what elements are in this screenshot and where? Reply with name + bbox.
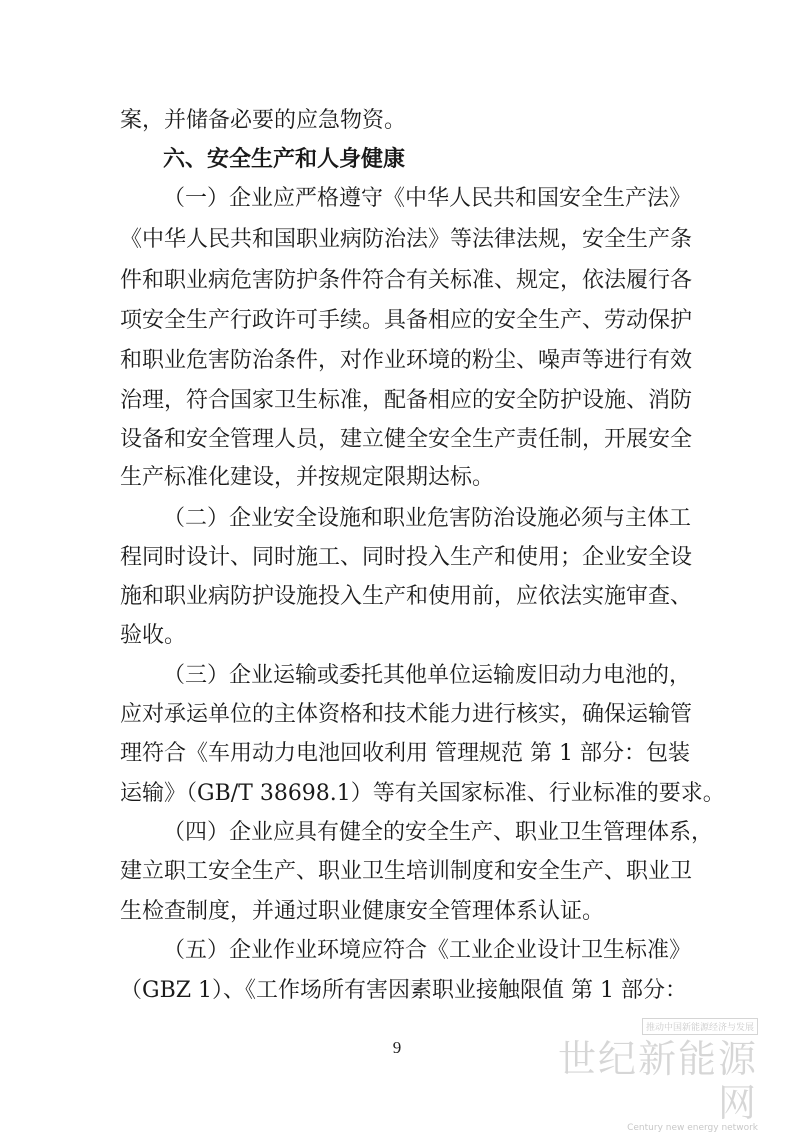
paragraph-line: （四）企业应具有健全的安全生产、职业卫生管理体系， <box>163 820 714 845</box>
watermark-tagline: 推动中国新能源经济与发展 <box>642 1018 758 1035</box>
paragraph-line: 设备和安全管理人员，建立健全安全生产责任制，开展安全 <box>120 427 693 452</box>
paragraph-line: 建立职工安全生产、职业卫生培训制度和安全生产、职业卫 <box>120 859 693 884</box>
section-heading: 六、安全生产和人身健康 <box>163 147 406 172</box>
paragraph-line: 理符合《车用动力电池回收利用 管理规范 第 1 部分：包装 <box>120 741 690 766</box>
paragraph-line: 项安全生产行政许可手续。具备相应的安全生产、劳动保护 <box>120 308 693 333</box>
paragraph-line: 《中华人民共和国职业病防治法》等法律法规，安全生产条 <box>120 227 693 252</box>
paragraph-line: 运输》（GB/T 38698.1）等有关国家标准、行业标准的要求。 <box>120 781 725 806</box>
watermark-logo: 世纪新能源网 <box>557 1037 758 1125</box>
paragraph-line: 和职业危害防治条件，对作业环境的粉尘、噪声等进行有效 <box>120 348 693 373</box>
paragraph-line: 施和职业病防护设施投入生产和使用前，应依法实施审查、 <box>120 584 693 609</box>
paragraph-line: 验收。 <box>120 623 187 648</box>
watermark-subtitle: Century new energy network <box>627 1123 758 1133</box>
paragraph-line: （三）企业运输或委托其他单位运输废旧动力电池的， <box>163 663 692 688</box>
paragraph-line: （二）企业安全设施和职业危害防治设施必须与主体工 <box>163 506 692 531</box>
paragraph-line: 生检查制度，并通过职业健康安全管理体系认证。 <box>120 899 605 924</box>
paragraph-line: 件和职业病危害防护条件符合有关标准、规定，依法履行各 <box>120 268 693 293</box>
paragraph-line: 应对承运单位的主体资格和技术能力进行核实，确保运输管 <box>120 702 693 727</box>
paragraph-line: （五）企业作业环境应符合《工业企业设计卫生标准》 <box>163 938 692 963</box>
paragraph-line: （GBZ 1）、《工作场所有害因素职业接触限值 第 1 部分： <box>120 978 687 1003</box>
paragraph-line: 程同时设计、同时施工、同时投入生产和使用；企业安全设 <box>120 545 693 570</box>
watermark <box>548 1015 758 1133</box>
page-number: 9 <box>392 1038 402 1057</box>
paragraph-line: 治理，符合国家卫生标准，配备相应的安全防护设施、消防 <box>120 388 693 413</box>
paragraph-line: 案，并储备必要的应急物资。 <box>120 108 407 133</box>
paragraph-line: 生产标准化建设，并按规定限期达标。 <box>120 465 495 490</box>
paragraph-line: （一）企业应严格遵守《中华人民共和国安全生产法》 <box>163 186 692 211</box>
